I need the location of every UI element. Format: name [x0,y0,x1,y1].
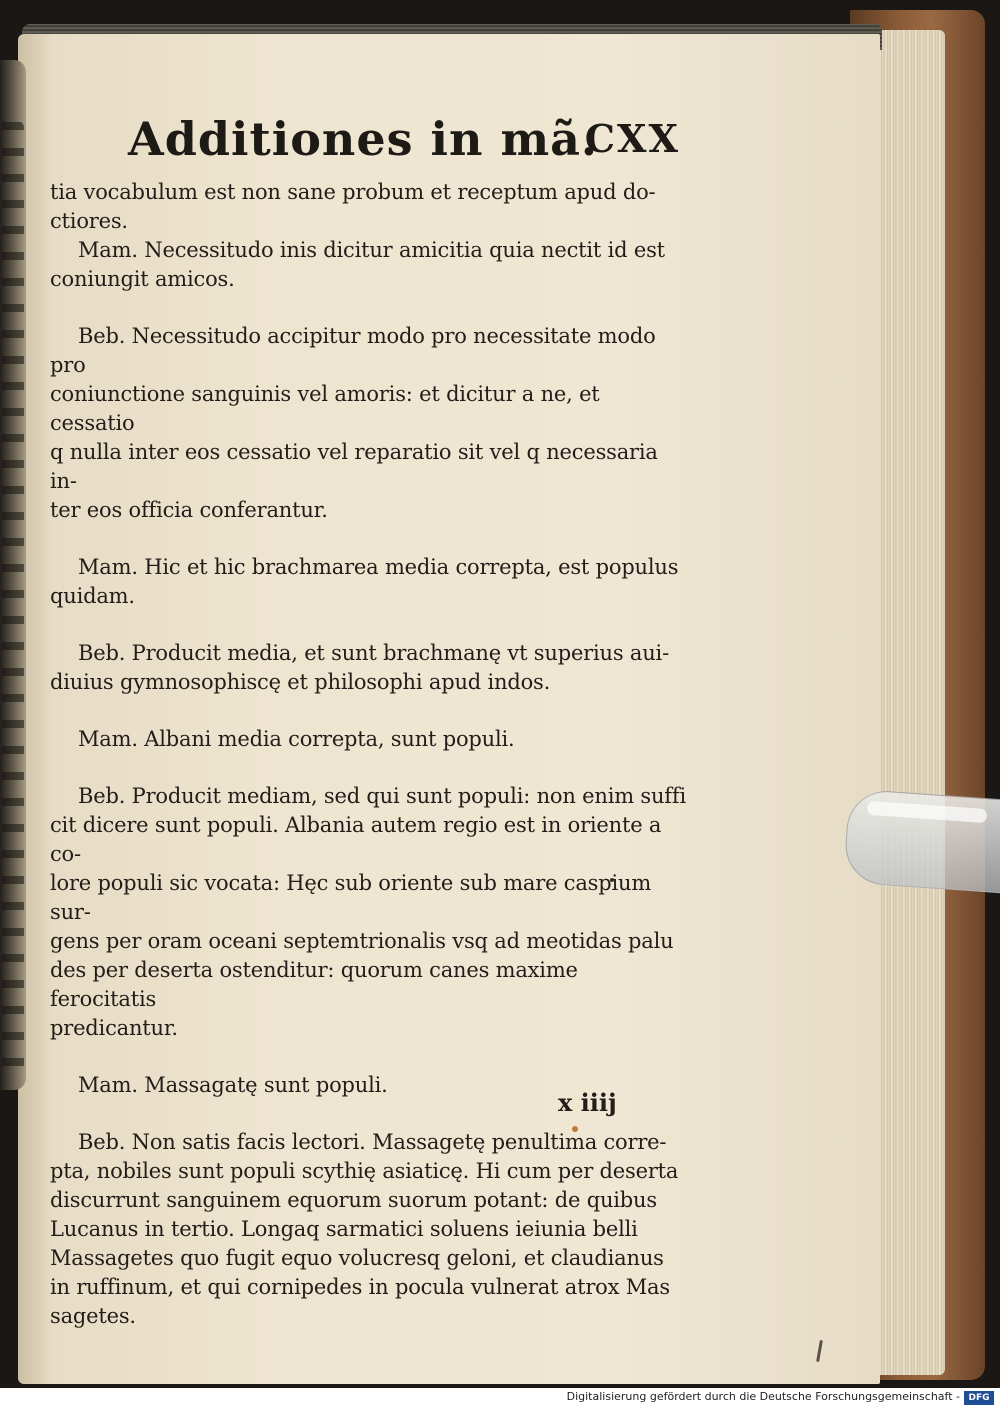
verso-text-fragments [2,120,24,1080]
line: des per deserta ostenditur: quorum canes maxime ferocitatis [50,958,578,1011]
line: ter eos officia conferantur. [50,498,328,522]
line: pta, nobiles sunt populi scythię asiaticę. Hi cum per deserta [50,1159,679,1183]
line: Beb. Non satis facis lectori. Massagetę penultima corre- [78,1130,667,1154]
line: Lucanus in tertio. Longaq sarmatici soluens ieiunia belli [50,1217,638,1241]
paragraph-0 [50,178,686,236]
line: Beb. Producit media, et sunt brachmanę vt superius aui- [78,641,669,665]
paragraph-5 [50,725,686,754]
folio-number: CXX [584,116,680,161]
line: sagetes. [50,1304,136,1328]
paragraph-1 [50,236,686,294]
line: q nulla inter eos cessatio vel reparatio sit vel q necessaria in- [50,440,658,493]
paragraph-8 [50,1128,686,1331]
signature-mark: x iiij [558,1088,617,1117]
line: gens per oram oceani septemtrionalis vsq ad meotidas palu [50,929,674,953]
footer-credit-bar [0,1388,1000,1408]
line: diuius gymnosophiscę et philosophi apud indos. [50,670,551,694]
paragraph-6 [50,782,686,1043]
line: ctiores. [50,209,128,233]
line: discurrunt sanguinem equorum suorum potant: de quibus [50,1188,657,1212]
page-header [118,104,688,174]
text-block [50,178,686,1331]
paragraph-2 [50,322,686,525]
line: Beb. Producit mediam, sed qui sunt populi: non enim suffi [78,784,686,808]
line: quidam. [50,584,135,608]
funding-credit: Digitalisierung gefördert durch die Deutsche Forschungsgemeinschaft - [566,1390,960,1403]
line: Mam. Hic et hic brachmarea media correpta, est populus [78,555,679,579]
line: in ruffinum, et qui cornipedes in pocula vulnerat atrox Mas [50,1275,670,1299]
line: tia vocabulum est non sane probum et receptum apud do- [50,180,656,204]
line: Mam. Albani media correpta, sunt populi. [78,727,515,751]
line: Beb. Necessitudo accipitur modo pro necessitate modo pro [50,324,656,377]
paragraph-3 [50,553,686,611]
line: coniunctione sanguinis vel amoris: et dicitur a ne, et cessatio [50,382,600,435]
running-title: Additiones in mã. [128,112,598,166]
line: coniungit amicos. [50,267,235,291]
line: lore populi sic vocata: Hęc sub oriente sub mare caspium sur- [50,871,652,924]
line: predicantur. [50,1016,178,1040]
clip-highlight [867,801,988,823]
plastic-page-clip [843,788,1000,893]
line: Mam. Necessitudo inis dicitur amicitia quia nectit id est [78,238,665,262]
line: cit dicere sunt populi. Albania autem regio est in oriente a co- [50,813,662,866]
line: Massagetes quo fugit equo volucresq geloni, et claudianus [50,1246,664,1270]
dfg-logo: DFG [964,1391,994,1405]
paragraph-4 [50,639,686,697]
line: Mam. Massagatę sunt populi. [78,1073,388,1097]
